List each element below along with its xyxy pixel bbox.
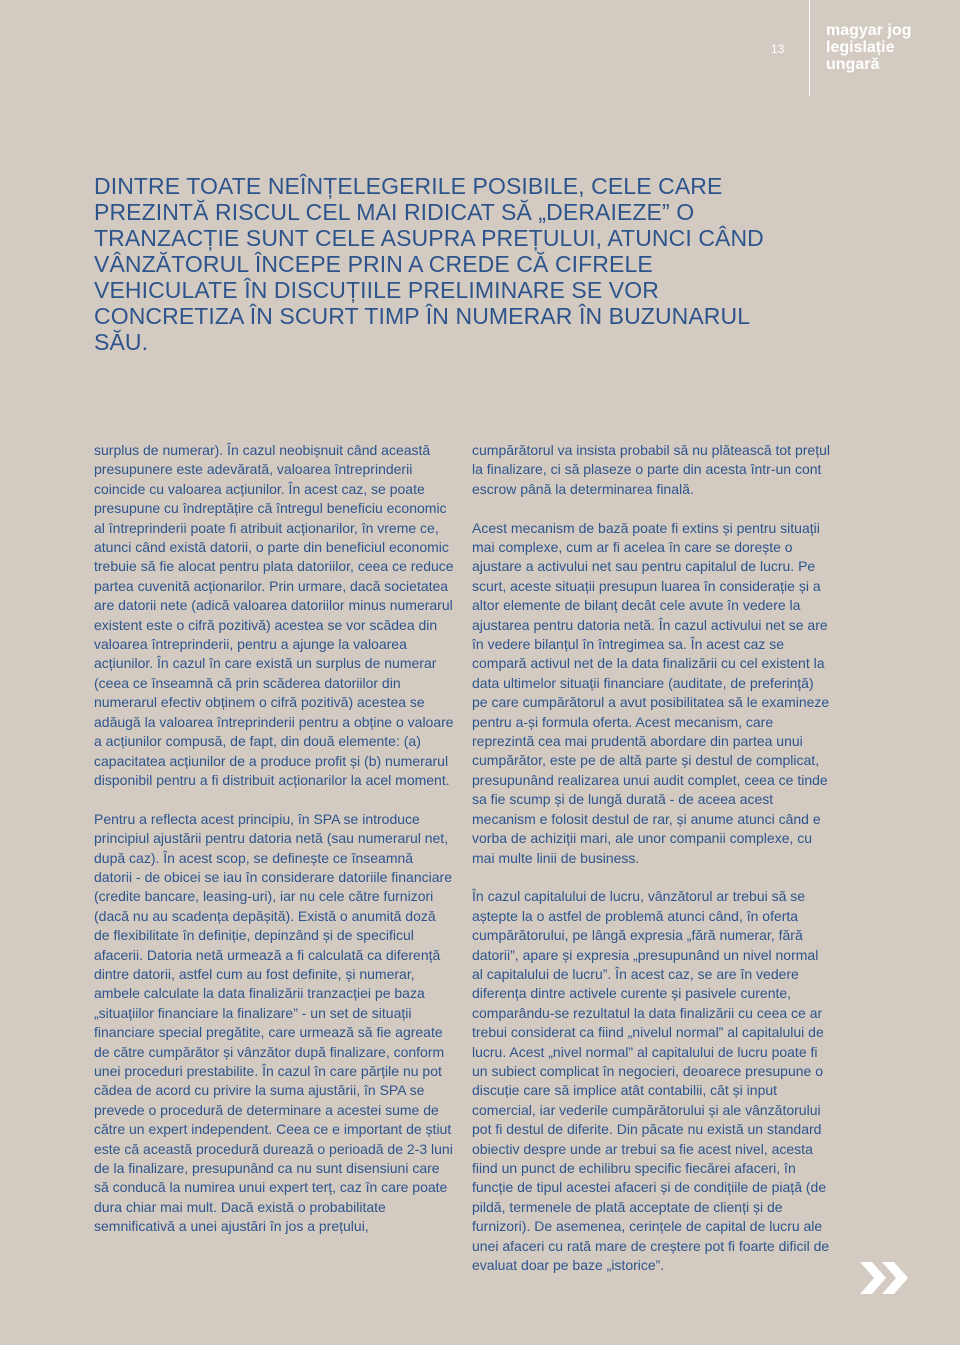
left-paragraph-2: Pentru a reflecta acest principiu, în SPA se introduce principiul ajustării pentru datoria netă (sau numerarul net, după caz). În acest scop, se definește ce înseamnă datorii - de obicei se iau în considerare datoriile financiare (credite bancare, leasing-uri), iar nu cele către furnizori (dacă nu au scadența depășită). Există o anumită doză de flexibilitate în definiție, depinzând și de specificul afacerii. Datoria netă urmează a fi calculată ca diferență dintre datorii, astfel cum au fost definite, și numerar, ambele calculate la data finalizării tranzacției pe baza „situațiilor financiare la finalizare” - un set de situații financiare special pregătite, care urmează să fie agreate de către cumpărător și vânzător după finalizare, conform unei proceduri prestabilite. În cazul în care părțile nu pot cădea de acord cu privire la suma ajustării, în SPA se prevede o procedură de determinare a acestei sume de către un expert independent. Ceea ce e important de știut este că această procedură durează o perioadă de 2-3 luni de la finalizare, presupunând ca nu sunt disensiuni care să conducă la numirea unui expert terț, caz în care poate dura chiar mai mult. Dacă există o probabilitate semnificativă a unei ajustări în jos a prețului, [94,810,453,1235]
double-chevron-right-icon [858,1260,914,1301]
header-brand [826,22,956,73]
page-number: 13 [771,42,785,56]
brand-line-1: magyar jog [826,22,912,39]
brand-line-2: legislație [826,39,895,56]
brand-line-3: ungară [826,56,880,73]
right-column [472,441,832,1295]
pull-quote: DINTRE TOATE NEÎNȚELEGERILE POSIBILE, CELE CARE PREZINTĂ RISCUL CEL MAI RIDICAT SĂ „DERAIEZE” O TRANZACȚIE SUNT CELE ASUPRA PREȚULUI, ATUNCI CÂND VÂNZĂTORUL ÎNCEPE PRIN A CREDE CĂ CIFRELE VEHICULATE ÎN DISCUȚIILE PRELIMINARE SE VOR CONCRETIZA ÎN SCURT TIMP ÎN NUMERAR ÎN BUZUNARUL SĂU. [94,173,764,355]
left-paragraph-1: surplus de numerar). În cazul neobișnuit când această presupunere este adevărată, valoarea întreprinderii coincide cu valoarea acțiunilor. În acest caz, se poate presupune cu îndreptățire că întregul beneficiu economic al întreprinderii poate fi atribuit acționarilor, în vreme ce, atunci când există datorii, o parte din beneficiul economic trebuie să fie alocat pentru plata datoriilor, ceea ce reduce partea cuvenită acționarilor. Prin urmare, dacă societatea are datorii nete (adică valoarea datoriilor minus numerarul existent este o cifră pozitivă) acestea se vor scădea din valoarea întreprinderii, pentru a ajunge la valoarea acțiunilor. În cazul în care există un surplus de numerar (ceea ce înseamnă că prin scăderea datoriilor din numerarul efectiv obținem o cifră pozitivă) acestea se adăugă la valoarea întreprinderii pentru a obține o valoare a acțiunilor compusă, de fapt, din două elemente: (a) capacitatea acțiunilor de a produce profit și (b) numerarul disponibil pentru a fi distribuit acționarilor la acel moment. [94,442,454,788]
right-paragraph-2: Acest mecanism de bază poate fi extins și pentru situații mai complexe, cum ar fi acelea în care se dorește o ajustare a activului net sau pentru capitalul de lucru. Pe scurt, aceste situații presupun luarea în considerație și a altor elemente de bilanț decât cele avute în vedere la ajustarea pentru datoria netă. În cazul activului net se are în vedere bilanțul în întregimea sa. În acest caz se compară activul net de la data finalizării cu cel existent la data ultimelor situații financiare (auditate, de preferință) pe care cumpărătorul a avut posibilitatea să le examineze pentru a-și formula oferta. Acest mecanism, care reprezintă cea mai prudentă abordare din partea unui cumpărător, este pe de altă parte și destul de complicat, presupunând realizarea unui audit complet, ceea ce tinde sa fie scump și de lungă durată - de aceea acest mecanism e folosit destul de rar, și anume atunci când e vorba de achiziții mari, ale unor companii complexe, cu mai multe linii de business. [472,519,830,866]
left-column [94,441,454,1256]
right-paragraph-3: În cazul capitalului de lucru, vânzătorul ar trebui să se aștepte la o astfel de problemă atunci când, în oferta cumpărătorului, pe lângă expresia „fără numerar, fără datorii”, apare și expresia „presupunând un nivel normal al capitalului de lucru”. În acest caz, se are în vedere diferența dintre activele curente și pasivele curente, comparându-se rezultatul la data finalizării cu ceea ce ar trebui considerat ca fiind „nivelul normal” al capitalului de lucru. Acest „nivel normal” al capitalului de lucru poate fi un subiect complicat în negocieri, deoarece presupune o discuție care să implice atât contabilii, cât și input comercial, iar vederile cumpărătorului și ale vânzătorului pot fi destul de diferite. Din păcate nu există un standard obiectiv despre unde ar trebui sa fie acest nivel, acesta fiind un punct de echilibru specific fiecărei afaceri, în funcție de tipul acestei afaceri și de condițiile de piață (de pildă, termenele de plată acceptate de clienți și de furnizori). De asemenea, cerințele de capital de lucru ale unei afaceri cu rată mare de creștere pot fi foarte dificil de evaluat doar pe baze „istorice”. [472,888,830,1274]
right-paragraph-1: cumpărătorul va insista probabil să nu plătească tot prețul la finalizare, ci să plaseze o parte din acesta într-un cont escrow până la determinarea finală. [472,442,830,497]
header-divider [809,0,810,96]
